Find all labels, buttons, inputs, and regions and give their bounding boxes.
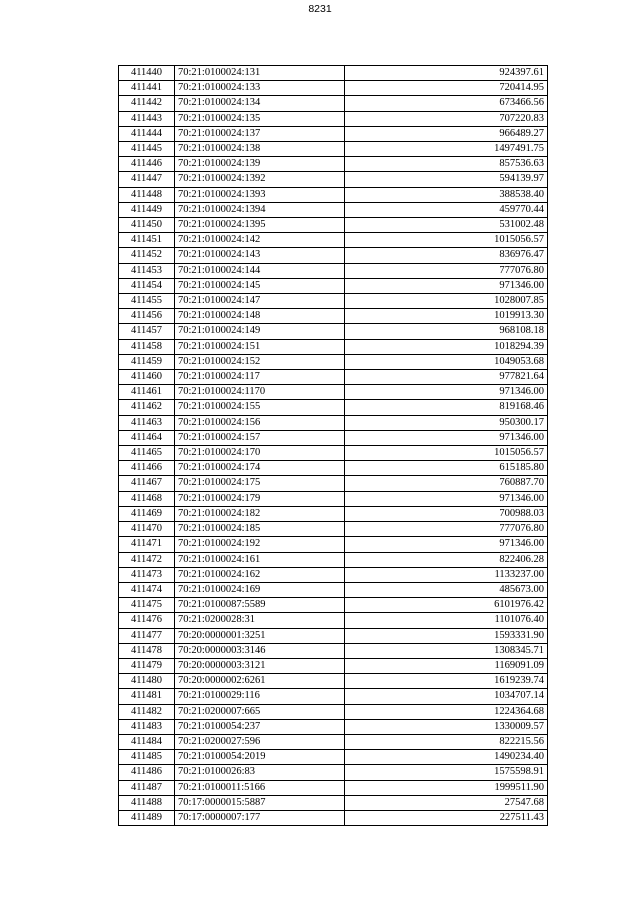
row-id-cell: 411467 [119,476,175,491]
value-cell: 777076.80 [345,263,548,278]
table-row [119,582,548,597]
row-id-cell: 411488 [119,795,175,810]
value-cell: 822215.56 [345,734,548,749]
cadastral-number-cell: 70:21:0100024:142 [175,233,345,248]
cadastral-number-cell: 70:21:0100029:116 [175,689,345,704]
row-id-cell: 411478 [119,643,175,658]
cadastral-number-cell: 70:21:0200028:31 [175,613,345,628]
table-row [119,339,548,354]
value-cell: 966489.27 [345,126,548,141]
value-cell: 1619239.74 [345,674,548,689]
cadastral-number-cell: 70:21:0100024:185 [175,522,345,537]
table-row [119,598,548,613]
row-id-cell: 411459 [119,354,175,369]
value-cell: 707220.83 [345,111,548,126]
value-cell: 6101976.42 [345,598,548,613]
table-row [119,263,548,278]
table-row [119,567,548,582]
row-id-cell: 411484 [119,734,175,749]
table-row [119,689,548,704]
table-row [119,780,548,795]
value-cell: 977821.64 [345,370,548,385]
cadastral-number-cell: 70:21:0100087:5589 [175,598,345,613]
table-row [119,248,548,263]
row-id-cell: 411456 [119,309,175,324]
row-id-cell: 411476 [119,613,175,628]
table-row [119,719,548,734]
table-row [119,461,548,476]
page-number: 8231 [308,3,332,15]
row-id-cell: 411468 [119,491,175,506]
row-id-cell: 411464 [119,430,175,445]
row-id-cell: 411482 [119,704,175,719]
table-row [119,218,548,233]
cadastral-number-cell: 70:21:0100024:135 [175,111,345,126]
row-id-cell: 411466 [119,461,175,476]
cadastral-number-cell: 70:21:0100024:156 [175,415,345,430]
table-row [119,385,548,400]
value-cell: 1575598.91 [345,765,548,780]
table-row [119,476,548,491]
value-cell: 950300.17 [345,415,548,430]
row-id-cell: 411451 [119,233,175,248]
row-id-cell: 411471 [119,537,175,552]
value-cell: 968108.18 [345,324,548,339]
row-id-cell: 411477 [119,628,175,643]
row-id-cell: 411489 [119,810,175,825]
cadastral-number-cell: 70:21:0100024:145 [175,278,345,293]
row-id-cell: 411462 [119,400,175,415]
cadastral-number-cell: 70:21:0100054:237 [175,719,345,734]
value-cell: 388538.40 [345,187,548,202]
table-row [119,111,548,126]
value-cell: 1330009.57 [345,719,548,734]
cadastral-number-cell: 70:21:0100024:138 [175,142,345,157]
row-id-cell: 411486 [119,765,175,780]
row-id-cell: 411447 [119,172,175,187]
table-row [119,370,548,385]
table-row [119,810,548,825]
cadastral-number-cell: 70:21:0100024:155 [175,400,345,415]
value-cell: 1101076.40 [345,613,548,628]
value-cell: 819168.46 [345,400,548,415]
table-row [119,324,548,339]
cadastral-number-cell: 70:21:0100024:157 [175,430,345,445]
table-row [119,643,548,658]
cadastral-number-cell: 70:21:0100024:170 [175,446,345,461]
cadastral-number-cell: 70:20:0000001:3251 [175,628,345,643]
value-cell: 836976.47 [345,248,548,263]
value-cell: 27547.68 [345,795,548,810]
table-row [119,415,548,430]
row-id-cell: 411460 [119,370,175,385]
value-cell: 924397.61 [345,66,548,81]
value-cell: 459770.44 [345,202,548,217]
value-cell: 1999511.90 [345,780,548,795]
cadastral-number-cell: 70:20:0000003:3146 [175,643,345,658]
cadastral-number-cell: 70:21:0100024:1395 [175,218,345,233]
cadastral-number-cell: 70:21:0100024:148 [175,309,345,324]
cadastral-number-cell: 70:21:0100024:162 [175,567,345,582]
table-row [119,294,548,309]
value-cell: 822406.28 [345,552,548,567]
value-cell: 594139.97 [345,172,548,187]
cadastral-number-cell: 70:21:0100054:2019 [175,750,345,765]
value-cell: 1018294.39 [345,339,548,354]
value-cell: 1490234.40 [345,750,548,765]
cadastral-number-cell: 70:21:0100024:134 [175,96,345,111]
row-id-cell: 411479 [119,658,175,673]
row-id-cell: 411457 [119,324,175,339]
value-cell: 857536.63 [345,157,548,172]
row-id-cell: 411469 [119,506,175,521]
cadastral-number-cell: 70:21:0100024:133 [175,81,345,96]
row-id-cell: 411465 [119,446,175,461]
value-cell: 227511.43 [345,810,548,825]
row-id-cell: 411470 [119,522,175,537]
table-row [119,187,548,202]
row-id-cell: 411449 [119,202,175,217]
value-cell: 777076.80 [345,522,548,537]
table-row [119,157,548,172]
table-row [119,658,548,673]
cadastral-number-cell: 70:21:0100024:131 [175,66,345,81]
value-cell: 1034707.14 [345,689,548,704]
table-row [119,66,548,81]
value-cell: 1133237.00 [345,567,548,582]
table-row [119,734,548,749]
row-id-cell: 411487 [119,780,175,795]
cadastral-number-cell: 70:21:0100024:192 [175,537,345,552]
cadastral-number-cell: 70:20:0000003:3121 [175,658,345,673]
cadastral-number-cell: 70:21:0100026:83 [175,765,345,780]
value-cell: 971346.00 [345,491,548,506]
value-cell: 1169091.09 [345,658,548,673]
table-row [119,522,548,537]
value-cell: 1593331.90 [345,628,548,643]
cadastral-number-cell: 70:21:0100024:161 [175,552,345,567]
table-row [119,613,548,628]
table-row [119,354,548,369]
cadastral-number-cell: 70:21:0100024:152 [175,354,345,369]
row-id-cell: 411455 [119,294,175,309]
row-id-cell: 411483 [119,719,175,734]
row-id-cell: 411450 [119,218,175,233]
table-row [119,309,548,324]
row-id-cell: 411475 [119,598,175,613]
table-row [119,172,548,187]
cadastral-number-cell: 70:21:0100024:174 [175,461,345,476]
table-row [119,704,548,719]
table-row [119,765,548,780]
value-cell: 615185.80 [345,461,548,476]
data-table [118,65,548,826]
row-id-cell: 411443 [119,111,175,126]
value-cell: 531002.48 [345,218,548,233]
value-cell: 720414.95 [345,81,548,96]
value-cell: 1308345.71 [345,643,548,658]
cadastral-number-cell: 70:21:0200007:665 [175,704,345,719]
cadastral-number-cell: 70:20:0000002:6261 [175,674,345,689]
value-cell: 1015056.57 [345,233,548,248]
cadastral-number-cell: 70:21:0100024:1392 [175,172,345,187]
row-id-cell: 411442 [119,96,175,111]
value-cell: 673466.56 [345,96,548,111]
value-cell: 971346.00 [345,537,548,552]
cadastral-number-cell: 70:21:0100024:143 [175,248,345,263]
cadastral-number-cell: 70:21:0100011:5166 [175,780,345,795]
table-row [119,446,548,461]
row-id-cell: 411463 [119,415,175,430]
table-row [119,430,548,445]
value-cell: 1015056.57 [345,446,548,461]
cadastral-number-cell: 70:21:0100024:117 [175,370,345,385]
table-row [119,628,548,643]
table-row [119,142,548,157]
value-cell: 971346.00 [345,278,548,293]
cadastral-number-cell: 70:21:0100024:175 [175,476,345,491]
row-id-cell: 411461 [119,385,175,400]
value-cell: 971346.00 [345,430,548,445]
cadastral-number-cell: 70:21:0100024:151 [175,339,345,354]
cadastral-number-cell: 70:21:0100024:1394 [175,202,345,217]
table-row [119,674,548,689]
value-cell: 485673.00 [345,582,548,597]
row-id-cell: 411473 [119,567,175,582]
cadastral-number-cell: 70:17:0000015:5887 [175,795,345,810]
table-row [119,400,548,415]
row-id-cell: 411441 [119,81,175,96]
table-row [119,506,548,521]
cadastral-number-cell: 70:21:0100024:147 [175,294,345,309]
value-cell: 1497491.75 [345,142,548,157]
row-id-cell: 411448 [119,187,175,202]
value-cell: 1028007.85 [345,294,548,309]
value-cell: 971346.00 [345,385,548,400]
table-row [119,795,548,810]
table-row [119,81,548,96]
row-id-cell: 411446 [119,157,175,172]
value-cell: 1019913.30 [345,309,548,324]
row-id-cell: 411481 [119,689,175,704]
table-row [119,202,548,217]
row-id-cell: 411485 [119,750,175,765]
value-cell: 1224364.68 [345,704,548,719]
cadastral-number-cell: 70:21:0100024:144 [175,263,345,278]
cadastral-number-cell: 70:21:0100024:169 [175,582,345,597]
value-cell: 1049053.68 [345,354,548,369]
row-id-cell: 411480 [119,674,175,689]
row-id-cell: 411454 [119,278,175,293]
table-body [119,66,548,826]
cadastral-number-cell: 70:21:0200027:596 [175,734,345,749]
table-row [119,233,548,248]
row-id-cell: 411452 [119,248,175,263]
table-row [119,552,548,567]
row-id-cell: 411453 [119,263,175,278]
row-id-cell: 411458 [119,339,175,354]
table-row [119,537,548,552]
row-id-cell: 411445 [119,142,175,157]
table-row [119,96,548,111]
cadastral-number-cell: 70:21:0100024:139 [175,157,345,172]
value-cell: 760887.70 [345,476,548,491]
cadastral-number-cell: 70:21:0100024:1170 [175,385,345,400]
cadastral-number-cell: 70:21:0100024:1393 [175,187,345,202]
value-cell: 700988.03 [345,506,548,521]
table-row [119,750,548,765]
cadastral-number-cell: 70:17:0000007:177 [175,810,345,825]
row-id-cell: 411440 [119,66,175,81]
cadastral-number-cell: 70:21:0100024:182 [175,506,345,521]
table-row [119,491,548,506]
cadastral-number-cell: 70:21:0100024:137 [175,126,345,141]
table-row [119,126,548,141]
cadastral-number-cell: 70:21:0100024:179 [175,491,345,506]
table-row [119,278,548,293]
row-id-cell: 411444 [119,126,175,141]
row-id-cell: 411474 [119,582,175,597]
cadastral-number-cell: 70:21:0100024:149 [175,324,345,339]
row-id-cell: 411472 [119,552,175,567]
